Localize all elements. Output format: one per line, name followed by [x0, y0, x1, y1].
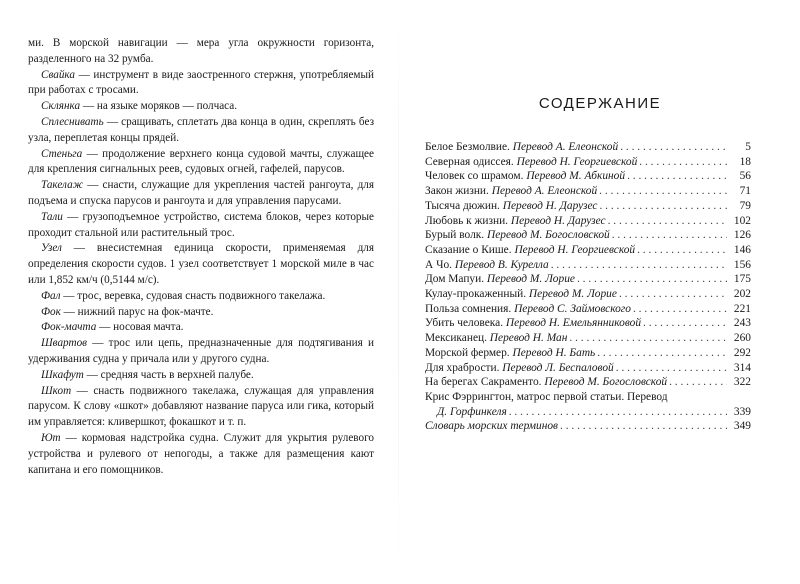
- toc-translator: Перевод: [627, 390, 668, 403]
- toc-page-number: 314: [733, 361, 751, 374]
- toc-entry: [425, 287, 751, 302]
- glossary-definition: — кормовая надстройка судна. Служит для укрытия рулевого устройства и рулевого от непогоды, а также для размещения кают капитана и его помощников.: [28, 431, 374, 476]
- glossary-entry: [28, 320, 374, 336]
- glossary-term: Фок: [41, 305, 61, 318]
- toc-page-number: 221: [733, 302, 751, 315]
- glossary-definition: — грузоподъемное устройство, система блоков, через которые проходит стальной или растительный трос.: [28, 210, 374, 239]
- toc-page-number: 260: [733, 332, 751, 345]
- glossary-term: Узел: [41, 242, 62, 255]
- toc-page-number: 202: [733, 288, 751, 301]
- toc-entry: [425, 302, 751, 317]
- toc-translator: Перевод М. Лорие: [486, 273, 575, 286]
- toc-entry-text: [425, 169, 625, 184]
- toc-story-title: Любовь к жизни.: [425, 214, 511, 227]
- glossary-entry: [28, 210, 374, 242]
- toc-translator: Перевод Н. Ман: [489, 332, 568, 345]
- glossary-term: Склянка: [41, 100, 81, 113]
- toc-translator: Перевод М. Лорие: [528, 288, 617, 301]
- toc-entry-text: [425, 199, 597, 214]
- toc-entry: [425, 316, 751, 331]
- toc-page-number: 349: [733, 420, 751, 433]
- toc-entry-text: [425, 375, 667, 390]
- toc-entry-text: [425, 361, 614, 376]
- contents-title: СОДЕРЖАНИЕ: [538, 95, 662, 112]
- contents-page: [425, 95, 751, 434]
- glossary-entry: [28, 384, 374, 431]
- glossary-entry: [28, 147, 374, 179]
- toc-story-title: Сказание о Кише.: [425, 243, 515, 256]
- toc-entry: [425, 155, 751, 170]
- toc-translator: Перевод А. Елеонской: [491, 185, 598, 198]
- glossary-entry: [28, 178, 374, 210]
- glossary-list: [28, 36, 374, 478]
- toc-translator: Перевод Н. Дарузес: [510, 214, 606, 227]
- glossary-definition: ми. В морской навигации — мера угла окружности горизонта, разделенного на 32 румба.: [28, 37, 374, 65]
- glossary-entry: [28, 115, 374, 147]
- toc-leader-dots: [617, 287, 727, 302]
- toc-leader-dots: [625, 169, 727, 184]
- glossary-term: Фок-мачта: [41, 321, 97, 334]
- toc-entry: [425, 228, 751, 243]
- toc-translator: Д. Горфинкеля: [437, 405, 507, 418]
- glossary-entry: [28, 336, 374, 368]
- toc-entry: [425, 405, 751, 420]
- toc-story-title: Белое Безмолвие.: [425, 141, 513, 153]
- toc-page-number: 18: [739, 155, 751, 168]
- toc-entry-text: [425, 228, 610, 243]
- toc-translator: Перевод Н. Георгиевской: [514, 243, 636, 256]
- glossary-page: [28, 36, 374, 478]
- toc-page-number: 126: [733, 229, 751, 242]
- toc-page-number: 5: [745, 141, 751, 153]
- toc-leader-dots: [641, 316, 727, 331]
- glossary-definition: — сращивать, сплетать два конца в один, скреплять без узла, переплетая концы прядей.: [28, 115, 374, 144]
- glossary-definition: — нижний парус на фок-мачте.: [60, 305, 214, 318]
- toc-entry-text: [425, 419, 558, 434]
- toc-story-title: Человек со шрамом.: [425, 170, 527, 183]
- toc-translator: Перевод Н. Емельянниковой: [505, 317, 642, 330]
- toc-entry: [425, 331, 751, 346]
- glossary-entry: [28, 305, 374, 321]
- toc-page-number: 146: [733, 243, 751, 256]
- glossary-definition: — внесистемная единица скорости, применяемая для определения скорости судов. 1 узел соответствует 1 морской миле в час или 1,852 км/ч (0,5144 м/с).: [28, 242, 374, 286]
- toc-leader-dots: [618, 140, 727, 155]
- glossary-definition: — снасть подвижного такелажа, служащая для управления парусом. К слову «шкот» добавляют название паруса или гика, который им управляется: кливершкот, фокашкот и т. п.: [28, 384, 374, 429]
- toc-leader-dots: [610, 228, 727, 243]
- glossary-entry: [28, 368, 374, 384]
- glossary-definition: — средняя часть в верхней палубе.: [83, 368, 254, 381]
- toc-translator: Перевод М. Абкиной: [526, 170, 626, 183]
- page-gutter: [398, 0, 399, 584]
- glossary-term: Сплеснивать: [41, 115, 104, 128]
- toc-translator: Перевод В. Курелла: [454, 258, 549, 271]
- toc-story-title: Польза сомнения.: [425, 302, 515, 315]
- toc-entry: [425, 140, 751, 155]
- toc-page-number: 292: [733, 346, 751, 359]
- toc-leader-dots: [637, 155, 727, 170]
- toc-leader-dots: [635, 243, 727, 258]
- toc-story-title: Северная одиссея.: [425, 155, 517, 168]
- toc-entry-text: [425, 302, 631, 317]
- glossary-term: Такелаж: [41, 179, 84, 192]
- toc-entry-text: [425, 272, 575, 287]
- glossary-term: Шкот: [41, 384, 72, 397]
- toc-story-title: Закон жизни.: [425, 185, 492, 198]
- glossary-entry: [28, 99, 374, 115]
- toc-entry-text: [425, 243, 635, 258]
- toc-translator: Перевод М. Богословской: [487, 229, 610, 242]
- toc-story-title: Для храбрости.: [425, 361, 503, 374]
- toc-translator: Перевод Н. Дарузес: [502, 199, 598, 212]
- toc-leader-dots: [597, 184, 727, 199]
- toc-page-number: 79: [739, 199, 751, 212]
- toc-entry: [425, 214, 751, 229]
- toc-story-title: Убить человека.: [425, 317, 506, 330]
- toc-story-title: Морской фермер.: [425, 346, 513, 359]
- glossary-definition: — трос или цепь, предназначенные для подтягивания и удерживания судна у причала или у другого судна.: [28, 337, 374, 365]
- glossary-definition: — инструмент в виде заостренного стержня, употребляемый при работах с тросами.: [28, 68, 374, 97]
- toc-translator: Перевод А. Елеонской: [512, 141, 619, 153]
- toc-page-number: 102: [733, 214, 751, 227]
- toc-leader-dots: [549, 258, 727, 273]
- toc-entry-text: [425, 214, 606, 229]
- glossary-term: Стеньга: [41, 147, 83, 160]
- toc-story-title: Бурый волк.: [425, 229, 488, 242]
- toc-leader-dots: [575, 272, 727, 287]
- toc-entry: [425, 258, 751, 273]
- toc-entry-text: [425, 287, 617, 302]
- contents-list: [425, 140, 751, 434]
- toc-leader-dots: [558, 419, 727, 434]
- toc-leader-dots: [595, 346, 727, 361]
- toc-page-number: 322: [733, 376, 751, 389]
- toc-page-number: 175: [733, 273, 751, 286]
- toc-entry: [425, 346, 751, 361]
- toc-page-number: 71: [739, 185, 751, 198]
- toc-page-number: 56: [739, 170, 751, 183]
- toc-translator: Перевод М. Богословской: [544, 376, 668, 389]
- glossary-entry: [28, 68, 374, 100]
- glossary-definition: — продолжение верхнего конца судовой мачты, служащее для крепления сигнальных реев, судовых огней, гафелей, парусов.: [28, 147, 374, 176]
- glossary-term: Швартов: [41, 337, 88, 350]
- toc-translator: Перевод С. Займовского: [514, 302, 631, 315]
- toc-translator: Перевод Н. Бать: [512, 346, 596, 359]
- glossary-entry: [28, 36, 374, 68]
- toc-entry: [425, 199, 751, 214]
- glossary-term: Шкафут: [41, 368, 84, 381]
- glossary-entry: [28, 431, 374, 478]
- glossary-definition: — носовая мачта.: [96, 321, 184, 334]
- toc-leader-dots: [507, 405, 727, 420]
- toc-leader-dots: [567, 331, 727, 346]
- toc-entry-text: [425, 331, 567, 346]
- toc-entry: [425, 243, 751, 258]
- toc-entry-text: [425, 316, 641, 331]
- glossary-term: Тали: [41, 210, 63, 223]
- toc-entry: [425, 419, 751, 434]
- glossary-definition: — на языке моряков — полчаса.: [80, 100, 238, 113]
- glossary-definition: — трос, веревка, судовая снасть подвижного такелажа.: [60, 289, 326, 302]
- toc-entry-text: [425, 346, 595, 361]
- toc-story-title: Мексиканец.: [425, 332, 490, 345]
- toc-leader-dots: [606, 214, 727, 229]
- toc-story-title: Словарь морских терминов: [425, 420, 558, 433]
- toc-entry-text: [425, 140, 618, 155]
- toc-story-title: А Чо.: [425, 258, 455, 271]
- toc-entry: [425, 375, 751, 390]
- toc-entry: [425, 361, 751, 376]
- glossary-entry: [28, 241, 374, 288]
- toc-story-title: На берегах Сакраменто.: [425, 376, 545, 389]
- toc-page-number: 243: [733, 317, 751, 330]
- toc-entry-text: [437, 405, 507, 420]
- toc-story-title: Кулау-прокаженный.: [425, 288, 529, 301]
- toc-page-number: 339: [733, 405, 751, 418]
- toc-entry: [425, 272, 751, 287]
- toc-entry-text: [425, 155, 637, 170]
- glossary-definition: — снасти, служащие для укрепления частей рангоута, для подъема и спуска парусов и рангоута и для управления парусами.: [28, 179, 374, 207]
- toc-leader-dots: [597, 199, 727, 214]
- toc-page-number: 156: [733, 258, 751, 271]
- toc-story-title: Тысяча дюжин.: [425, 199, 503, 212]
- glossary-term: Фал: [41, 289, 61, 302]
- toc-entry: [425, 169, 751, 184]
- toc-translator: Перевод Н. Георгиевской: [516, 155, 638, 168]
- glossary-term: Ют: [41, 431, 61, 444]
- toc-leader-dots: [667, 375, 727, 390]
- toc-leader-dots: [631, 302, 727, 317]
- toc-entry: [425, 390, 751, 405]
- toc-translator: Перевод Л. Беспаловой: [502, 361, 614, 374]
- glossary-entry: [28, 289, 374, 305]
- toc-entry: [425, 184, 751, 199]
- toc-story-title: Дом Мапуи.: [425, 273, 487, 286]
- toc-entry-text: [425, 258, 549, 273]
- glossary-term: Свайка: [41, 68, 75, 81]
- toc-entry-text: [425, 184, 597, 199]
- toc-leader-dots: [614, 361, 727, 376]
- toc-story-title: Крис Фэррингтон, матрос первой статьи.: [425, 390, 628, 403]
